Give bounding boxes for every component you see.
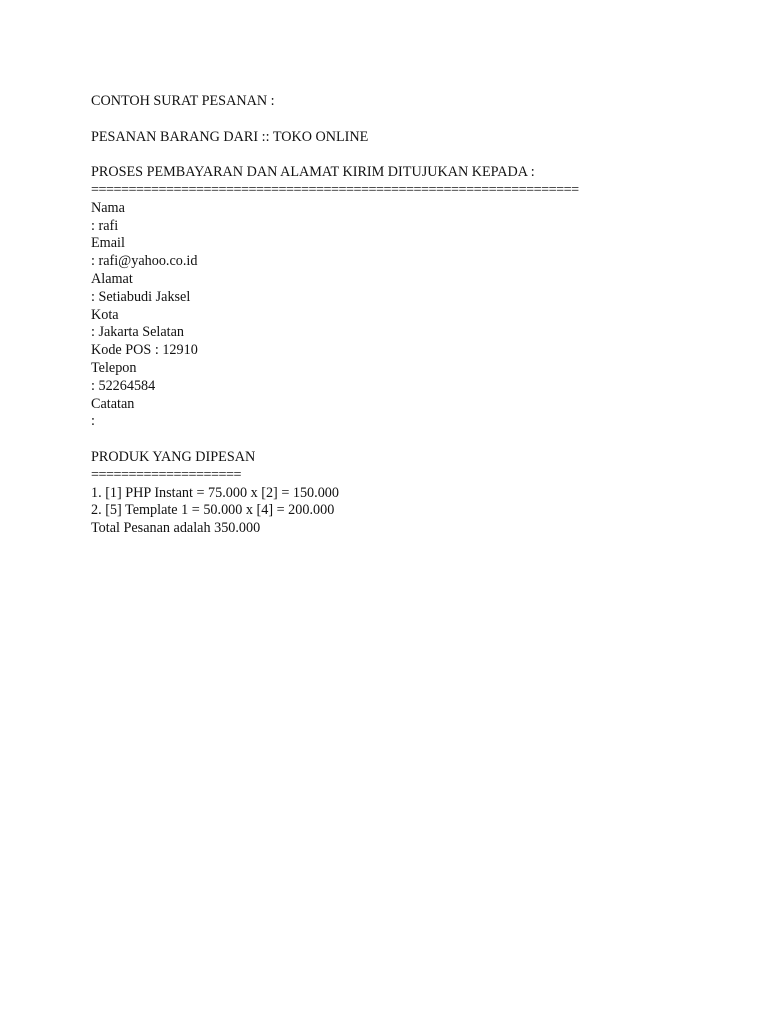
field-value-phone: : 52264584 [91,377,156,394]
spacer [91,146,731,164]
spacer [91,431,731,449]
postal-code-line: Kode POS : 12910 [91,342,198,359]
products-heading: PRODUK YANG DIPESAN [91,448,256,465]
order-source: PESANAN BARANG DARI :: TOKO ONLINE [91,128,369,145]
field-value-name: : rafi [91,217,119,234]
product-line-2: 2. [5] Template 1 = 50.000 x [4] = 200.000 [91,502,335,519]
field-label-name: Nama [91,199,125,216]
field-value-city: : Jakarta Selatan [91,324,184,341]
field-label-notes: Catatan [91,395,135,412]
field-label-phone: Telepon [91,359,137,376]
payment-heading: PROSES PEMBAYARAN DAN ALAMAT KIRIM DITUJUKAN KEPADA : [91,164,535,181]
product-line-1: 1. [1] PHP Instant = 75.000 x [2] = 150.000 [91,484,339,501]
order-letter [91,93,731,538]
field-value-address: : Setiabudi Jaksel [91,288,191,305]
order-total: Total Pesanan adalah 350.000 [91,520,261,537]
field-value-notes: : [91,413,95,430]
field-value-email: : rafi@yahoo.co.id [91,253,198,270]
field-label-address: Alamat [91,270,133,287]
separator-short: ==================== [91,466,242,483]
spacer [91,111,731,129]
field-label-city: Kota [91,306,119,323]
field-label-email: Email [91,235,125,252]
document-title: CONTOH SURAT PESANAN : [91,93,275,109]
separator-long: ================================================================= [91,181,579,198]
